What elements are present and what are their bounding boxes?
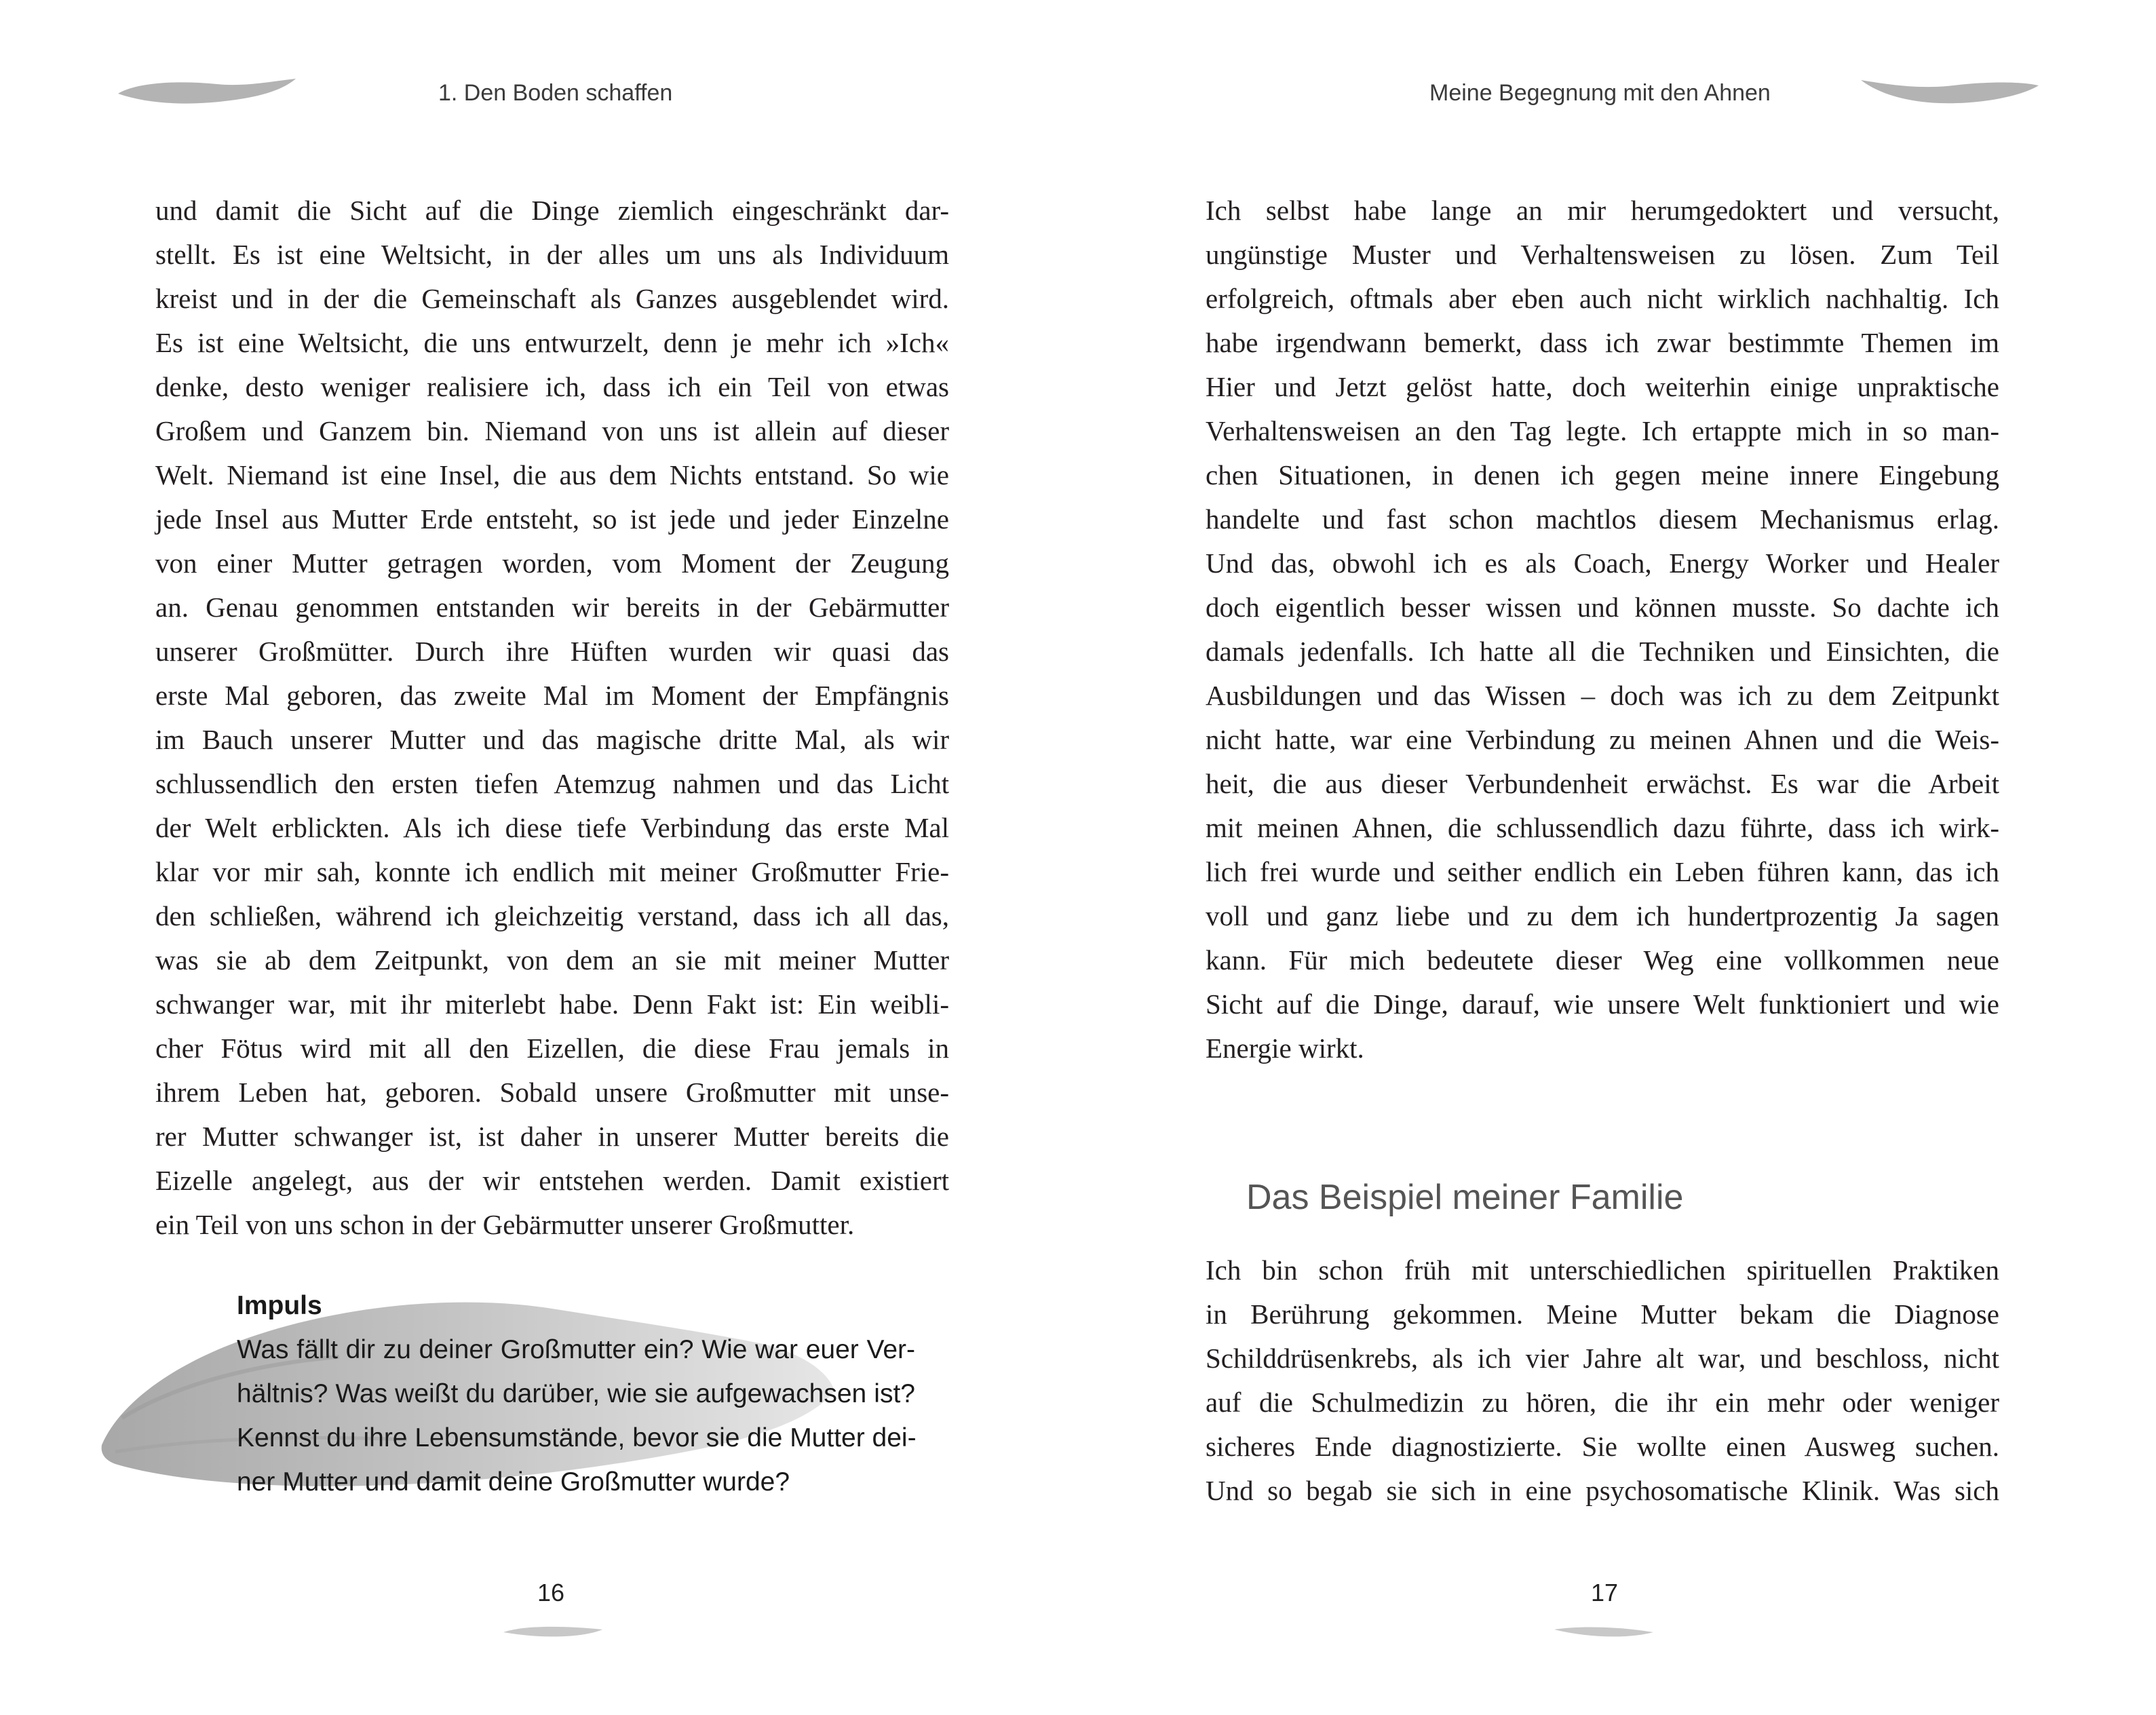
text-line: denke, desto weniger realisiere ich, dass ich ein Teil von etwas bbox=[155, 371, 949, 402]
text-line: ungünstige Muster und Verhaltensweisen zu lösen. Zum Teil bbox=[1206, 239, 1999, 270]
footer-brush-stroke-right bbox=[1553, 1623, 1655, 1640]
text-line: Eizelle angelegt, aus der wir entstehen werden. Damit existiert bbox=[155, 1165, 949, 1196]
text-line: kreist und in der die Gemeinschaft als Ganzes ausgeblendet wird. bbox=[155, 283, 949, 314]
page-number: 16 bbox=[537, 1579, 565, 1606]
text-line: Verhaltensweisen an den Tag legte. Ich ertappte mich in so man- bbox=[1206, 415, 1999, 446]
text-line: unserer Großmütter. Durch ihre Hüften wurden wir quasi das bbox=[155, 636, 949, 667]
text-line: von einer Mutter getragen worden, vom Moment der Zeugung bbox=[155, 547, 949, 579]
text-line: der Welt erblickten. Als ich diese tiefe Verbindung das erste Mal bbox=[155, 812, 949, 843]
text-line: schwanger war, mit ihr miterlebt habe. Denn Fakt ist: Ein weibli- bbox=[155, 988, 949, 1020]
text-line: Ausbildungen und das Wissen – doch was ich zu dem Zeitpunkt bbox=[1206, 680, 1999, 711]
text-line: lich frei wurde und seither endlich ein Leben führen kann, das ich bbox=[1206, 856, 1999, 887]
text-line: Ich bin schon früh mit unterschiedlichen spirituellen Praktiken bbox=[1206, 1254, 1999, 1286]
text-line: im Bauch unserer Mutter und das magische dritte Mal, als wir bbox=[155, 724, 949, 755]
impuls-heading: Impuls bbox=[237, 1291, 322, 1320]
text-line: nicht hatte, war eine Verbindung zu meinen Ahnen und die Weis- bbox=[1206, 724, 1999, 755]
text-line: rer Mutter schwanger ist, ist daher in unserer Mutter bereits die bbox=[155, 1121, 949, 1152]
text-line: an. Genau genommen entstanden wir bereits in der Gebärmutter bbox=[155, 592, 949, 623]
text-line: Sicht auf die Dinge, darauf, wie unsere Welt funktioniert und wie bbox=[1206, 988, 1999, 1020]
text-line: was sie ab dem Zeitpunkt, von dem an sie mit meiner Mutter bbox=[155, 944, 949, 976]
text-line: damals jedenfalls. Ich hatte all die Techniken und Einsichten, die bbox=[1206, 636, 1999, 667]
impuls-line: Kennst du ihre Lebensumstände, bevor sie die Mutter dei- bbox=[237, 1423, 917, 1452]
text-line: cher Fötus wird mit all den Eizellen, die diese Frau jemals in bbox=[155, 1033, 949, 1064]
text-line: Und das, obwohl ich es als Coach, Energy Worker und Healer bbox=[1206, 547, 1999, 579]
text-line: heit, die aus dieser Verbundenheit erwächst. Es war die Arbeit bbox=[1206, 768, 1999, 799]
text-line: klar vor mir sah, konnte ich endlich mit meiner Großmutter Frie- bbox=[155, 856, 949, 887]
text-line: sicheres Ende diagnostizierte. Sie wollte einen Ausweg suchen. bbox=[1206, 1431, 1999, 1462]
text-line: Ich selbst habe lange an mir herumgedoktert und versucht, bbox=[1206, 195, 1999, 226]
text-line: erste Mal geboren, das zweite Mal im Moment der Empfängnis bbox=[155, 680, 949, 711]
footer-brush-stroke-left bbox=[502, 1623, 604, 1640]
page-number: 17 bbox=[1591, 1579, 1619, 1606]
running-head: Meine Begegnung mit den Ahnen bbox=[1429, 80, 1771, 106]
impuls-text bbox=[237, 1328, 915, 1504]
text-line: voll und ganz liebe und zu dem ich hundertprozentig Ja sagen bbox=[1206, 900, 1999, 931]
text-line: ihrem Leben hat, geboren. Sobald unsere Großmutter mit unse- bbox=[155, 1077, 949, 1108]
text-line: Schilddrüsenkrebs, als ich vier Jahre alt war, und beschloss, nicht bbox=[1206, 1343, 1999, 1374]
header-brush-stroke-right bbox=[1858, 76, 2041, 107]
text-line: jede Insel aus Mutter Erde entsteht, so ist jede und jeder Einzelne bbox=[155, 503, 949, 535]
text-line: den schließen, während ich gleichzeitig verstand, dass ich all das, bbox=[155, 900, 949, 931]
text-line: in Berührung gekommen. Meine Mutter bekam die Diagnose bbox=[1206, 1298, 1999, 1330]
body-text bbox=[155, 189, 949, 1247]
section-heading: Das Beispiel meiner Familie bbox=[1246, 1178, 1684, 1218]
text-line: habe irgendwann bemerkt, dass ich zwar bestimmte Themen im bbox=[1206, 327, 1999, 358]
section-body-text bbox=[1206, 1248, 1999, 1513]
impuls-line: hältnis? Was weißt du darüber, wie sie aufgewachsen ist? bbox=[237, 1379, 915, 1408]
text-line: ein Teil von uns schon in der Gebärmutter unserer Großmutter. bbox=[155, 1209, 855, 1240]
running-head: 1. Den Boden schaffen bbox=[438, 80, 673, 106]
text-line: Und so begab sie sich in eine psychosomatische Klinik. Was sich bbox=[1206, 1475, 1999, 1506]
text-line: und damit die Sicht auf die Dinge ziemlich eingeschränkt dar- bbox=[155, 195, 949, 226]
text-line: Welt. Niemand ist eine Insel, die aus dem Nichts entstand. So wie bbox=[155, 459, 949, 490]
text-line: Hier und Jetzt gelöst hatte, doch weiterhin einige unpraktische bbox=[1206, 371, 1999, 402]
text-line: erfolgreich, oftmals aber eben auch nicht wirklich nachhaltig. Ich bbox=[1206, 283, 1999, 314]
text-line: mit meinen Ahnen, die schlussendlich dazu führte, dass ich wirk- bbox=[1206, 812, 1999, 843]
text-line: doch eigentlich besser wissen und können musste. So dachte ich bbox=[1206, 592, 1999, 623]
text-line: Es ist eine Weltsicht, die uns entwurzelt, denn je mehr ich »Ich« bbox=[155, 327, 949, 358]
text-line: kann. Für mich bedeutete dieser Weg eine vollkommen neue bbox=[1206, 944, 1999, 976]
text-line: Großem und Ganzem bin. Niemand von uns ist allein auf dieser bbox=[155, 415, 949, 446]
body-text bbox=[1206, 189, 1999, 1071]
right-page bbox=[1078, 0, 2156, 1715]
header-brush-stroke-left bbox=[115, 76, 299, 107]
text-line: schlussendlich den ersten tiefen Atemzug nahmen und das Licht bbox=[155, 768, 949, 799]
text-line: stellt. Es ist eine Weltsicht, in der alles um uns als Individuum bbox=[155, 239, 949, 270]
impuls-line: Was fällt dir zu deiner Großmutter ein? Wie war euer Ver- bbox=[237, 1335, 915, 1364]
impuls-line: ner Mutter und damit deine Großmutter wurde? bbox=[237, 1467, 790, 1497]
impuls-box bbox=[237, 1284, 915, 1504]
text-line: chen Situationen, in denen ich gegen meine innere Eingebung bbox=[1206, 459, 1999, 490]
text-line: auf die Schulmedizin zu hören, die ihr ein mehr oder weniger bbox=[1206, 1387, 1999, 1418]
text-line: handelte und fast schon machtlos diesem Mechanismus erlag. bbox=[1206, 503, 1999, 535]
text-line: Energie wirkt. bbox=[1206, 1033, 1364, 1064]
